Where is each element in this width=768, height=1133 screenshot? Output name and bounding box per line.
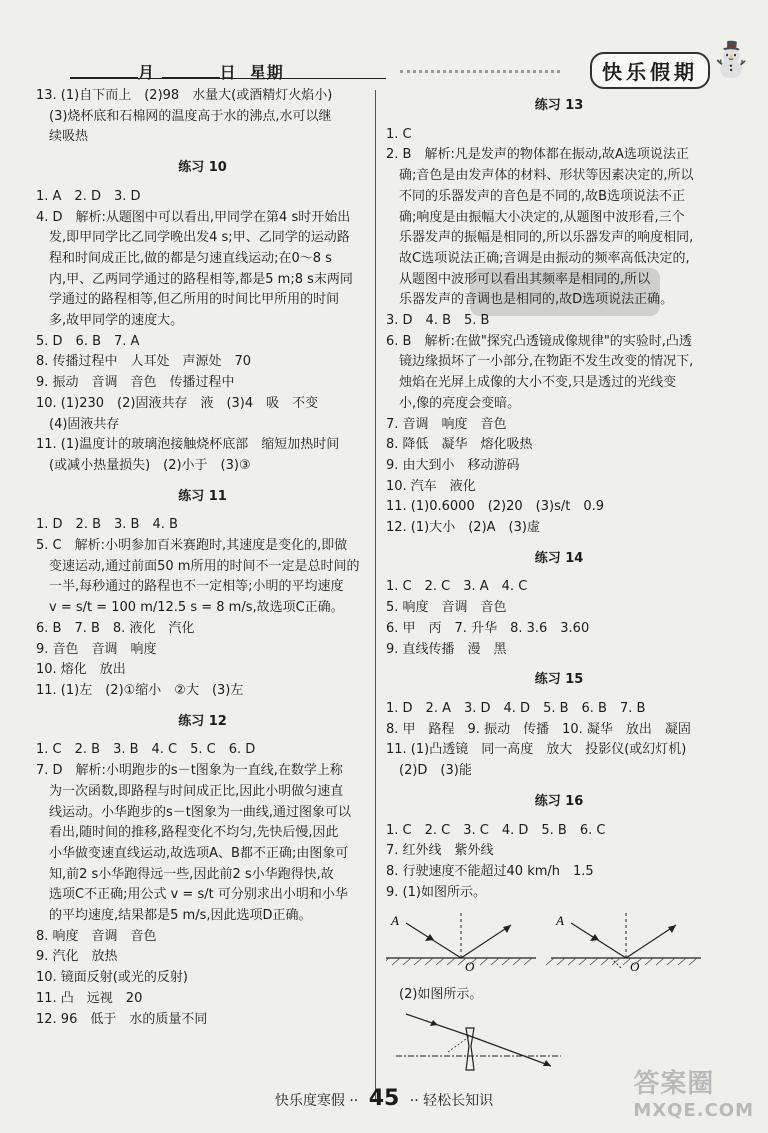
answer-line: 8. 传播过程中 人耳处 声源处 70 — [36, 354, 252, 370]
answer-line: 11. (1)温度计的玻璃泡接触烧杯底部 缩短加热时间 — [36, 437, 340, 453]
answer-line: 学通过的路程相等,但乙所用的时间比甲所用的时间 — [49, 292, 340, 308]
answer-line: (3)烧杯底和石棉网的温度高于水的沸点,水可以继 — [49, 108, 332, 124]
answer-line: 内,甲、乙两同学通过的路程相等,都是5 m;8 s末两同 — [49, 271, 353, 287]
answer-line: 故C选项说法正确;音调是由振动的频率高低决定的, — [399, 250, 690, 266]
answer-line: 5. 响度 音调 音色 — [386, 600, 507, 616]
answer-line: 的平均速度,结果都是5 m/s,因此选项D正确。 — [49, 908, 312, 924]
answer-line: 11. (1)0.6000 (2)20 (3)s/t 0.9 — [386, 499, 605, 515]
answer-line: 2. B 解析:凡是发声的物体都在振动,故A选项说法正 — [386, 147, 689, 163]
answer-line: 确;响度是由振幅大小决定的,从题图中波形看,三个 — [399, 209, 685, 225]
answer-line: 7. 红外线 紫外线 — [386, 843, 494, 859]
page-footer: 快乐度寒假 ·· 45 ·· 轻松长知识 — [274, 1086, 494, 1111]
answer-line: 选项C不正确;用公式 v = s/t 可分别求出小明和小华 — [49, 887, 348, 903]
answer-line: 9. 直线传播 漫 黑 — [386, 641, 507, 657]
watermark-logo — [633, 1063, 754, 1121]
brand-badge: 快乐假期 — [590, 52, 710, 89]
mirror-hatch — [436, 958, 444, 965]
mirror-hatch — [403, 958, 411, 965]
concave-lens — [466, 1028, 474, 1070]
mirror-hatch — [386, 958, 389, 965]
answer-line: 镜边缘损坏了一小部分,在物距不发生改变的情况下, — [399, 354, 694, 370]
answer-line: 11. (1)左 (2)①缩小 ②大 (3)左 — [36, 682, 244, 698]
section-title: 练习 10 — [178, 160, 227, 176]
mirror-hatch — [491, 958, 499, 965]
answer-line: 1. A 2. D 3. D — [36, 188, 141, 204]
mirror-hatch — [601, 958, 609, 965]
incident-arrow — [425, 934, 434, 941]
answer-line: 9. 音色 音调 响度 — [36, 641, 157, 657]
answer-line: 小华做变速直线运动,故选项A、B都不正确;由图象可 — [49, 845, 349, 861]
mirror-hatch — [612, 958, 620, 965]
answer-line: 续吸热 — [49, 129, 89, 145]
month-label: 月 — [138, 63, 156, 82]
answer-line: 烛焰在光屏上成像的大小不变,只是透过的光线变 — [399, 375, 677, 391]
answer-line: 10. 熔化 放出 — [36, 662, 126, 678]
answer-line: (2)D (3)能 — [399, 763, 472, 779]
date-line — [70, 60, 284, 83]
mirror-hatch — [557, 958, 565, 965]
answer-line: 6. 甲 丙 7. 升华 8. 3.6 3.60 — [386, 620, 590, 636]
answer-line: 9. 振动 音调 音色 传播过程中 — [36, 375, 235, 391]
day-label: 日 — [219, 63, 237, 82]
answer-line: 9. 由大到小 移动游码 — [386, 457, 520, 473]
answer-line: 看出,随时间的推移,路程变化不均匀,先快后慢,因此 — [49, 825, 339, 841]
answer-line: 一半,每秒通过的路程也不一定相等;小明的平均速度 — [49, 579, 344, 595]
answer-line: 3. D 4. B 5. B — [386, 313, 490, 329]
dotted-ornament — [400, 70, 560, 73]
answer-line: 9. 汽化 放热 — [36, 949, 118, 965]
reflected-ray — [461, 925, 511, 958]
answer-line: 为一次函数,即路程与时间成正比,因此小明做匀速直 — [49, 783, 344, 799]
mirror-hatch — [678, 958, 686, 965]
label-o: O — [465, 959, 475, 975]
answer-line: 5. D 6. B 7. A — [36, 333, 140, 349]
mirror-hatch — [392, 958, 400, 965]
refracted-ray — [470, 1036, 551, 1066]
answer-line: 4. D 解析:从题图中可以看出,甲同学在第4 s时开始出 — [36, 209, 351, 225]
answer-line: 变速运动,通过前面50 m所用的时间不一定是总时间的 — [49, 558, 360, 574]
answer-line: (或减小热量损失) (2)小于 (3)③ — [49, 457, 251, 473]
answer-line: 小,像的亮度会变暗。 — [399, 395, 521, 411]
mirror-hatch — [579, 958, 587, 965]
page-number: 45 — [368, 1086, 400, 1111]
section-title: 练习 14 — [534, 550, 584, 566]
mirror-hatch — [667, 958, 675, 965]
answer-line: 1. C 2. C 3. A 4. C — [386, 579, 528, 595]
answer-line: 1. C 2. C 3. C 4. D 5. B 6. C — [386, 822, 606, 838]
footer-left: 快乐度寒假 — [274, 1093, 345, 1109]
answer-line: 9. (1)如图所示。 — [386, 884, 486, 900]
mirror-hatch — [447, 958, 455, 965]
reflected-ray — [626, 925, 676, 958]
answer-line: 10. (1)230 (2)固液共存 液 (3)4 吸 不变 — [36, 395, 319, 411]
answer-line: 1. C 2. B 3. B 4. C 5. C 6. D — [36, 742, 256, 758]
answer-line: 6. B 解析:在做"探究凸透镜成像规律"的实验时,凸透 — [386, 333, 692, 349]
week-label: 星期 — [249, 63, 284, 82]
answer-line: 7. D 解析:小明跑步的s－t图象为一直线,在数学上称 — [36, 763, 343, 779]
answer-line: 乐器发声的振幅是相同的,所以乐器发声的响度相同, — [399, 230, 694, 246]
answer-line: 8. 响度 音调 音色 — [36, 928, 157, 944]
answer-line: 12. (1)大小 (2)A (3)虚 — [386, 520, 540, 536]
mirror-hatch — [590, 958, 598, 965]
left-column — [36, 86, 369, 1030]
answer-line: 13. (1)自下而上 (2)98 水量大(或酒精灯火焰小) — [36, 88, 333, 103]
section-title: 练习 11 — [178, 488, 227, 504]
section-title: 练习 13 — [534, 98, 584, 113]
answer-line: 从题图中波形可以看出其频率是相同的,所以 — [399, 271, 651, 287]
answer-line: 多,故甲同学的速度大。 — [49, 313, 184, 329]
answer-line: 1. D 2. A 3. D 4. D 5. B 6. B 7. B — [386, 700, 646, 716]
mirror-hatch — [656, 958, 664, 965]
watermark-main: 答案圈 — [633, 1069, 715, 1099]
right-column — [386, 86, 732, 1091]
incident-ray — [406, 923, 461, 958]
answer-line: (4)固液共存 — [49, 416, 120, 432]
mirror-hatch — [502, 958, 510, 965]
answer-line: v = s/t = 100 m/12.5 s = 8 m/s,故选项C正确。 — [49, 600, 344, 616]
mirror-hatch — [546, 958, 554, 965]
mirror-hatch — [568, 958, 576, 965]
answer-line: 8. 行驶速度不能超过40 km/h 1.5 — [386, 863, 594, 879]
answer-line: 确;音色是由发声体的材料、形状等因素决定的,所以 — [399, 168, 694, 184]
section-title: 练习 16 — [534, 793, 584, 809]
answer-line: 8. 降低 凝华 熔化吸热 — [386, 437, 533, 453]
label-a: A — [556, 913, 564, 929]
header-underline — [70, 78, 386, 79]
answer-line: 程和时间成正比,做的都是匀速直线运动;在0～8 s — [49, 250, 332, 266]
watermark-sub: MXQE.COM — [633, 1100, 754, 1121]
answer-line: 10. 汽车 液化 — [386, 478, 476, 494]
mirror-hatch — [480, 958, 488, 965]
answer-line: 线运动。小华跑步的s－t图象为一曲线,通过图象可以 — [49, 804, 352, 820]
answer-line: 10. 镜面反射(或光的反射) — [36, 970, 188, 986]
answer-line: 11. (1)凸透镜 同一高度 放大 投影仪(或幻灯机) — [386, 742, 687, 758]
footer-right: 轻松长知识 — [423, 1093, 494, 1109]
answer-line: 8. 甲 路程 9. 振动 传播 10. 凝华 放出 凝固 — [386, 721, 691, 737]
answer-line: 不同的乐器发声的音色是不同的,故B选项说法不正 — [399, 188, 686, 204]
answer-line: 11. 凸 远视 20 — [36, 990, 143, 1006]
section-title: 练习 15 — [534, 672, 584, 688]
mirror-hatch — [645, 958, 653, 965]
answer-line: 12. 96 低于 水的质量不同 — [36, 1011, 208, 1027]
mirror-hatch — [425, 958, 433, 965]
mirror-hatch — [524, 958, 532, 965]
answer-line: 乐器发声的音调也是相同的,故D选项说法正确。 — [399, 292, 674, 308]
answer-line: 1. D 2. B 3. B 4. B — [36, 517, 178, 533]
label-a: A — [391, 913, 399, 929]
answer-line: 发,即甲同学比乙同学晚出发4 s;甲、乙同学的运动路 — [49, 230, 350, 246]
answer-line: (2)如图所示。 — [399, 987, 483, 1003]
mirror-hatch — [689, 958, 697, 965]
mirror-hatch — [414, 958, 422, 965]
extension-line — [448, 1036, 470, 1052]
incident-arrow — [590, 934, 599, 941]
incident-ray — [571, 923, 626, 958]
column-divider — [375, 90, 376, 1100]
answer-line: 1. C — [386, 126, 412, 142]
virtual-ray — [611, 958, 621, 968]
answer-line: 5. C 解析:小明参加百米赛跑时,其速度是变化的,即做 — [36, 538, 348, 554]
cartoon-kids-icon: ⛄ — [710, 40, 753, 80]
reflection-svg — [386, 903, 732, 977]
section-title: 练习 12 — [178, 713, 227, 729]
answer-line: 7. 音调 响度 音色 — [386, 416, 507, 432]
reflection-diagrams — [386, 903, 732, 985]
answer-line: 知,前2 s小华跑得远一些,因此前2 s小华跑得快,故 — [49, 866, 334, 882]
mirror-hatch — [513, 958, 521, 965]
answer-line: 6. B 7. B 8. 液化 汽化 — [36, 620, 195, 636]
label-o: O — [630, 959, 640, 975]
